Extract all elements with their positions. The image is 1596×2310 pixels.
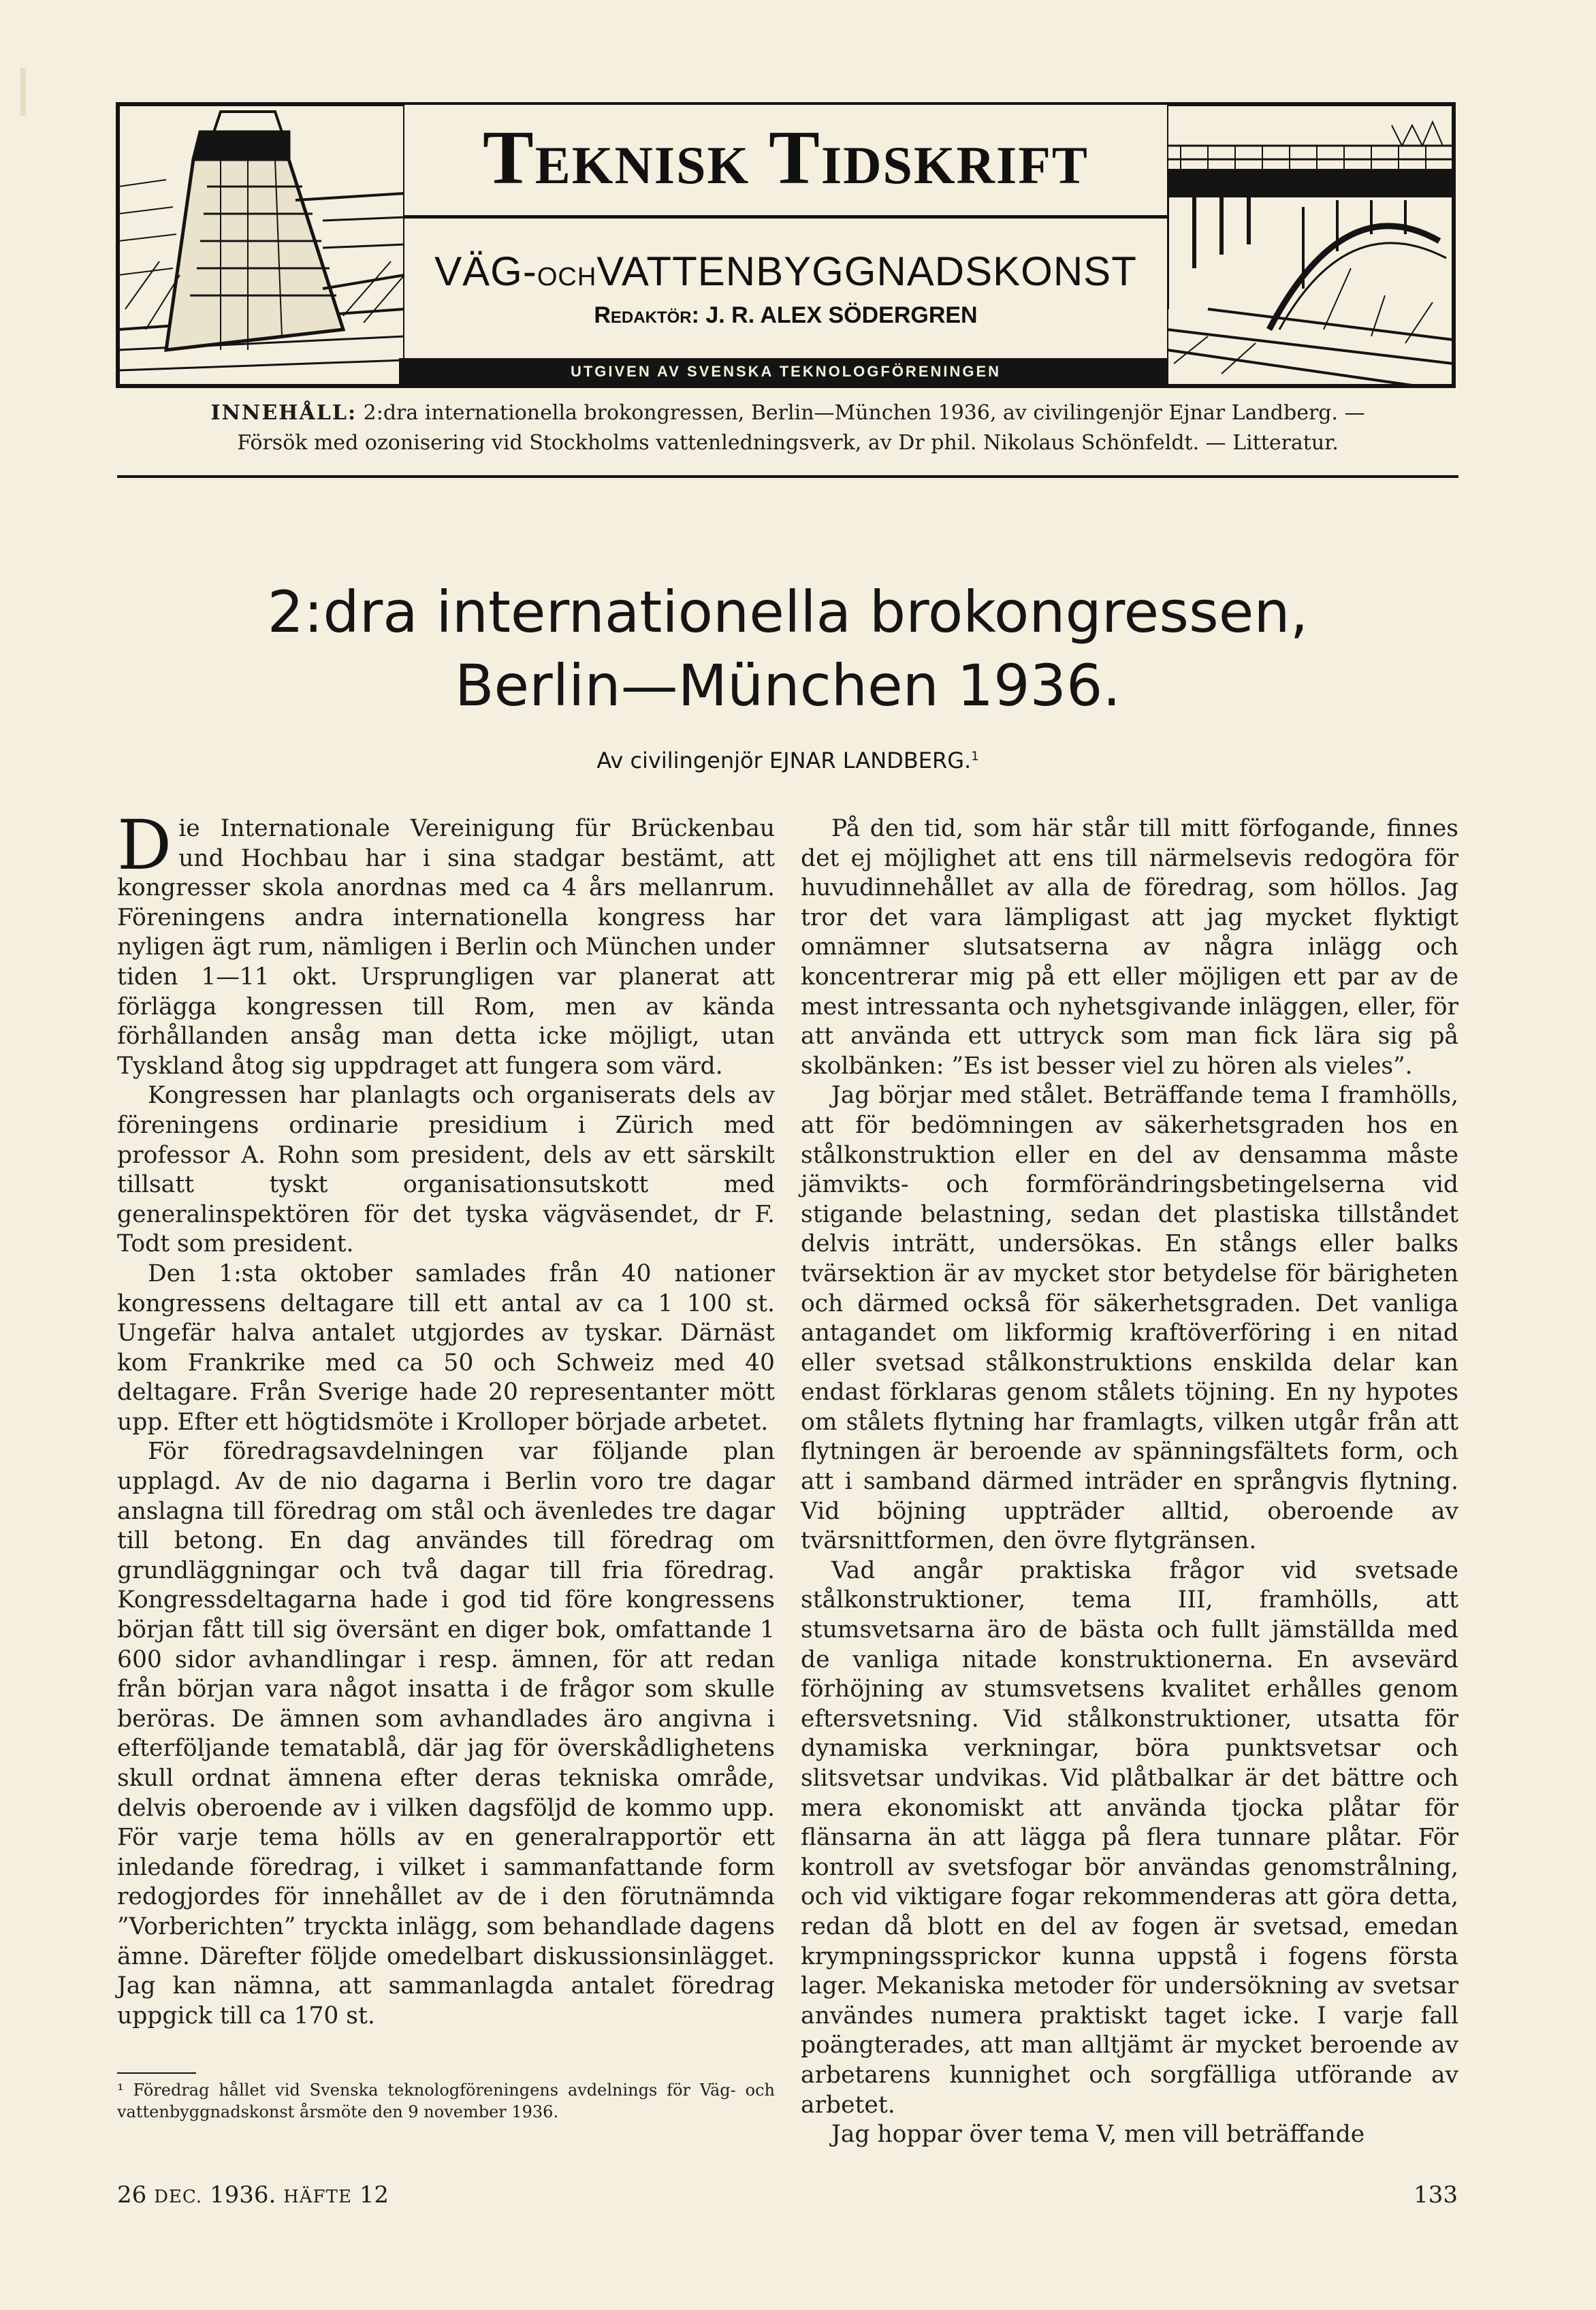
- paragraph: På den tid, som här står till mitt förfogande, finnes det ej möjlighet att ens till närmelsevis redogöra för huvudinnehållet av alla de föredrag, som höllos. Jag tror det vara lämpligast att jag mycket flyktigt omnämner slutsatserna av några inlägg och koncentrerar mig på ett eller möjligen ett par av de mest intressanta och nyhetsgivande inläggen, eller, för att använda ett uttryck som man fick lära sig på skolbänken: ”Es ist besser viel zu hören als vieles”.: [801, 815, 1458, 1080]
- issue-month: DEC.: [154, 2187, 203, 2207]
- issue-number: 12: [359, 2181, 389, 2209]
- issue-label: HÄFTE: [283, 2187, 352, 2207]
- contents-line-1: [117, 398, 1458, 428]
- paragraph: [117, 805, 775, 1081]
- binding-mark: [20, 68, 26, 116]
- journal-editor: Redaktör: J. R. ALEX SÖDERGREN: [594, 302, 978, 328]
- table-of-contents: [117, 398, 1458, 458]
- paragraph-text: ie Internationale Vereinigung für Brückenbau und Hochbau har i sina stadgar bestämt, att kongresser skola anordnas med ca 4 års mellanrum. Föreningens andra internationella kongress har nyligen ägt rum, nämligen i Berlin och München under tiden 1—11 okt. Ursprungligen var planerat att förlägga kongressen till Rom, men av kända förhållanden ansåg man detta icke möjligt, utan Tyskland åtog sig uppdraget att fungera som värd.: [117, 815, 775, 1080]
- paragraph: Jag börjar med stålet. Beträffande tema I framhölls, att för bedömningen av säkerhetsgraden hos en stålkonstruktion eller en del av densamma måste jämvikts- och formförändringsbetingelserna vid stigande belastning, sedan det plastiska tillståndet delvis inträtt, undersökas. En stångs eller balks tvärsektion är av mycket stor betydelse för bärigheten och därmed också för säkerhetsgraden. Det vanliga antagandet om likformig kraftöverföring i en nitad eller svetsad stålkonstruktions enskilda delar kan endast förklaras genom stålets töjning. En ny hypotes om stålets flytning har framlagts, vilken utgår från att flytningen är beroende av spänningsfältets form, och att i samband därmed inträder en språngvis flytning. Vid böjning uppträder alltid, oberoende av tvärsnittformen, den övre flytgränsen.: [801, 1082, 1458, 1555]
- issue-year: 1936.: [209, 2181, 276, 2209]
- contents-entry-1: 2:dra internationella brokongressen, Berlin—München 1936, av civilingenjör Ejnar Landberg. —: [363, 401, 1365, 425]
- paragraph: Jag hoppar över tema V, men vill beträffande: [831, 2121, 1365, 2149]
- subtitle-och: OCH: [537, 263, 597, 291]
- journal-title: Teknisk Tidskrift: [483, 116, 1089, 200]
- article-title: [117, 575, 1458, 722]
- title-rule: [404, 215, 1167, 219]
- bridge-engraving-icon: [1167, 105, 1453, 385]
- article-title-line-2: Berlin—München 1936.: [454, 652, 1121, 719]
- journal-subtitle: [404, 248, 1167, 295]
- contents-divider: [117, 475, 1458, 478]
- contents-entry-2: Försök med ozonisering vid Stockholms vattenledningsverk, av Dr phil. Nikolaus Schönfeldt. — Litteratur.: [237, 431, 1339, 455]
- paragraph: Vad angår praktiska frågor vid svetsade stålkonstruktioner, tema III, framhölls, att stumsvetsarna äro de bästa och fullt jämställda med de vanliga nitade konstruktionerna. En avsevärd förhöjning av stumsvetsens kvalitet erhålles genom eftersvetsning. Vid stålkonstruktioner, utsatta för dynamiska verkningar, böra punktsvetsar och slitsvetsar undvikas. Vid plåtbalkar är det bättre och mera ekonomiskt att använda tjocka plåtar för flänsarna än att lägga på flera tunnare plåtar. För kontroll av svetsfogar bör användas genomstrålning, och vid viktigare fogar rekommenderas att göra detta, redan då blott en del av fogen är svetsad, emedan krympningssprickor kunna uppstå i fogens första lager. Mekaniska metoder för undersökning av svetsar användes numera praktiskt taget icke. I varje fall poängterades, att man alltjämt är mycket beroende av arbetarens kunnighet och sorgfälliga utförande av arbetet.: [801, 1556, 1458, 2119]
- contents-label: INNEHÅLL:: [210, 401, 357, 425]
- column-right: [801, 814, 1458, 2150]
- paragraph: För föredragsavdelningen var följande plan upplagd. Av de nio dagarna i Berlin voro tre dagar anslagna till föredrag om stål och ävenledes tre dagar till betong. En dag användes till föredrag om grundläggningar och två dagar till fria föredrag. Kongressdeltagarna hade i god tid före kongressens början fått till sig översänt en diger bok, omfattande 1 600 sidor avhandlingar i resp. ämnen, för att redan från början vara något insatta i de frågor som skulle beröras. De ämnen som avhandlades äro angivna i efterföljande tematablå, där jag för överskådlighetens skull ordnat ämnena efter deras tekniska område, delvis oberoende av i vilken dagsföljd de kommo upp. För varje tema hölls av en generalrapportör ett inledande föredrag, i vilket i sammanfattande form redogjordes för innehållet av de i den förutnämnda ”Vorberichten” tryckta inlägg, som behandlade dagens ämne. Därefter följde omedelbart diskussionsinlägget. Jag kan nämna, att sammanlagda antalet föredrag uppgick till ca 170 st.: [117, 1438, 775, 2030]
- page-number: 133: [1414, 2181, 1458, 2209]
- issue-date: [117, 2181, 389, 2209]
- drop-cap: D: [117, 805, 172, 885]
- issue-day: 26: [117, 2181, 147, 2209]
- publisher-band: UTGIVEN AV SVENSKA TEKNOLOGFÖRENINGEN: [399, 358, 1172, 385]
- article-byline: [117, 748, 1458, 773]
- footnote: ¹ Föredrag hållet vid Svenska teknologföreningens avdelnings för Väg- och vattenbyggnadskonst årsmöte den 9 november 1936.: [117, 2081, 775, 2121]
- byline-text: Av civilingenjör EJNAR LANDBERG.: [596, 748, 972, 773]
- column-left: [117, 805, 775, 2031]
- dam-engraving-icon: [118, 105, 404, 385]
- masthead-title-block: [404, 105, 1167, 385]
- paragraph: Kongressen har planlagts och organiserats dels av föreningens ordinarie presidium i Zürich med professor A. Rohn som president, dels av ett särskilt tillsatt tyskt organisationsutskott med generalinspektören för det tyska vägväsendet, dr F. Todt som president.: [117, 1082, 775, 1258]
- paragraph: Den 1:sta oktober samlades från 40 nationer kongressens deltagare till ett antal av ca 1 100 st. Ungefär halva antalet utgjordes av tyskar. Därnäst kom Frankrike med ca 50 och Schweiz med 40 deltagare. Från Sverige hade 20 representanter mött upp. Efter ett högtidsmöte i Krolloper började arbetet.: [117, 1260, 775, 1436]
- footnote-ref: 1: [971, 749, 979, 764]
- article-title-line-1: 2:dra internationella brokongressen,: [267, 579, 1309, 645]
- footnote-rule: [117, 2072, 196, 2074]
- masthead: [116, 102, 1456, 388]
- subtitle-part-1: VÄG-: [434, 248, 537, 294]
- subtitle-part-2: VATTENBYGGNADSKONST: [596, 248, 1137, 294]
